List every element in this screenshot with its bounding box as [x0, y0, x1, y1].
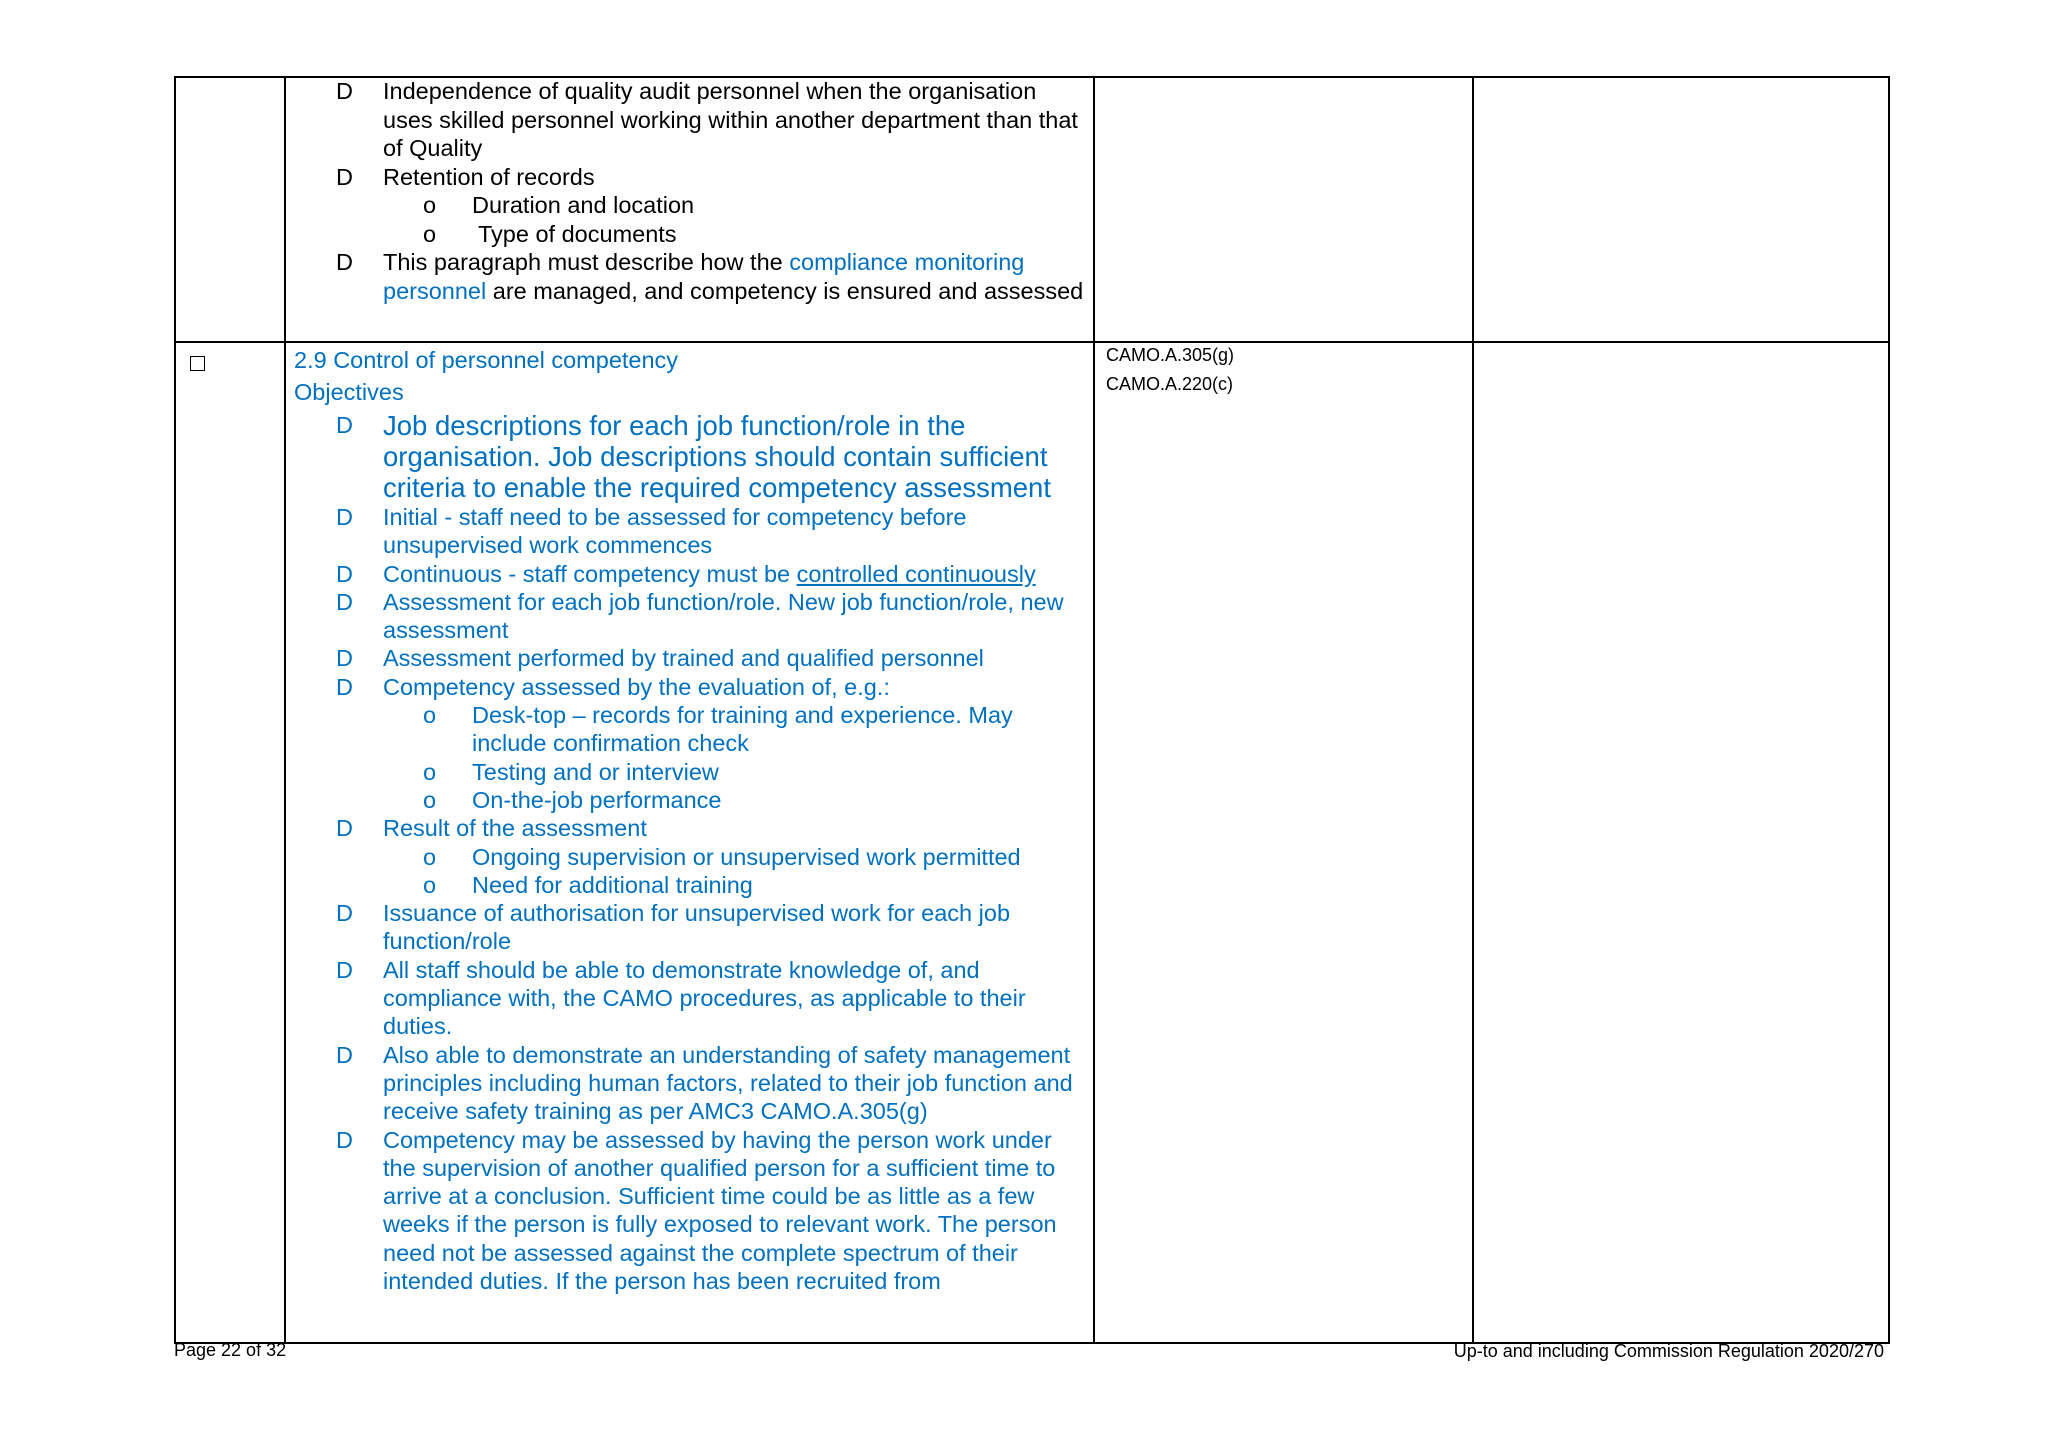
- bullet-marker: D: [336, 1126, 353, 1153]
- list-item: [294, 644, 1084, 672]
- sub-list: [294, 191, 1084, 248]
- list-item-text: Issuance of authorisation for unsupervised work for each job function/role: [383, 900, 1011, 955]
- list-item: [294, 673, 1084, 814]
- list-item-text: Continuous - staff competency must be: [383, 560, 797, 587]
- list-item-text: Initial - staff need to be assessed for competency before unsupervised work commences: [383, 504, 967, 559]
- list-item-text: Result of the assessment: [383, 815, 647, 842]
- page-number: Page 22 of 32: [174, 1340, 287, 1360]
- section-subheading: Objectives: [294, 379, 404, 405]
- sub-list-item: [383, 786, 1084, 814]
- references-cell: [1106, 341, 1466, 398]
- list-item-text: This paragraph must describe how the: [383, 249, 790, 275]
- requirements-table: [174, 76, 1890, 1344]
- bullet-marker: D: [336, 645, 353, 672]
- list-item: [294, 163, 1084, 249]
- bullet-marker: D: [336, 815, 353, 842]
- sub-bullet-marker: o: [423, 786, 437, 813]
- sub-list: [294, 701, 1084, 814]
- list-item: [294, 588, 1084, 645]
- table-border-left: [174, 76, 176, 1344]
- row1-list: [294, 77, 1084, 305]
- sub-list: [294, 843, 1084, 900]
- list-item-text: are managed, and competency is ensured and assessed: [486, 277, 1084, 304]
- bullet-marker: D: [336, 163, 353, 190]
- list-item-text: Job descriptions for each job function/role in the organisation. Job descriptions should contain sufficient criteria to enable the required competency assessment: [383, 410, 1051, 503]
- bullet-marker: D: [336, 78, 353, 104]
- bullet-marker: D: [336, 673, 353, 700]
- bullet-marker: D: [336, 412, 353, 438]
- sub-list-item-text: Duration and location: [472, 192, 695, 218]
- row2-content: [294, 344, 1084, 1295]
- sub-bullet-marker: o: [423, 220, 437, 247]
- list-item: [294, 956, 1084, 1041]
- sub-list-item-text: Testing and or interview: [472, 758, 719, 785]
- list-item-text: Competency assessed by the evaluation of, e.g.:: [383, 673, 890, 700]
- bullet-marker: D: [336, 249, 353, 275]
- list-item: [294, 560, 1084, 588]
- row-divider: [174, 341, 1890, 343]
- sub-bullet-marker: o: [423, 758, 437, 785]
- sub-list-item: [383, 871, 1084, 899]
- sub-list-item-text: Desk-top – records for training and experience. May include confirmation check: [472, 702, 1013, 757]
- sub-list-item-text: On-the-job performance: [472, 786, 722, 813]
- sub-list-item: [383, 220, 1084, 249]
- table-border-right: [1888, 76, 1890, 1344]
- bullet-marker: D: [336, 560, 353, 587]
- column-divider-3: [1472, 76, 1474, 1344]
- bullet-marker: D: [336, 900, 353, 927]
- list-item-text: Also able to demonstrate an understanding of safety management principles including human factors, related to their job function and receive safety training as per AMC3 CAMO.A.305(g): [383, 1041, 1073, 1125]
- sub-list-item-text: Need for additional training: [472, 871, 753, 898]
- column-divider-1: [284, 76, 286, 1344]
- sub-bullet-marker: o: [423, 843, 437, 870]
- list-item-text: Assessment for each job function/role. New job function/role, new assessment: [383, 588, 1064, 644]
- list-item-text: Competency may be assessed by having the person work under the supervision of another qualified person for a sufficient time to arrive at a conclusion. Sufficient time could be as little as a few weeks if the person is fully exposed to relevant work. The person need not be assessed against the complete spectrum of their intended duties. If the person has been recruited from: [383, 1126, 1057, 1295]
- list-item: [294, 248, 1084, 305]
- bullet-marker: D: [336, 504, 353, 530]
- list-item: [294, 814, 1084, 899]
- sub-list-item: [383, 758, 1084, 786]
- list-item-text: Independence of quality audit personnel when the organisation uses skilled personnel working within another department than that of Quality: [383, 78, 1078, 161]
- sub-bullet-marker: o: [423, 702, 437, 729]
- list-item: [294, 899, 1084, 956]
- checkbox[interactable]: [190, 356, 205, 371]
- highlighted-term: compliance monitoring personnel: [383, 249, 1025, 304]
- sub-list-item-text: Ongoing supervision or unsupervised work permitted: [472, 843, 1021, 870]
- sub-bullet-marker: o: [423, 871, 437, 898]
- regulation-reference: CAMO.A.305(g): [1106, 345, 1235, 365]
- list-item: [294, 1126, 1084, 1296]
- list-item-text: Assessment performed by trained and qualified personnel: [383, 645, 984, 672]
- objectives-list: [294, 410, 1084, 1295]
- bullet-marker: D: [336, 1041, 353, 1068]
- sub-list-item-text: Type of documents: [478, 220, 677, 247]
- list-item-text: Retention of records: [383, 163, 595, 190]
- regulation-reference: CAMO.A.220(c): [1106, 373, 1234, 394]
- sub-list-item: [383, 191, 1084, 220]
- column-divider-2: [1093, 76, 1095, 1344]
- list-item: [294, 1041, 1084, 1126]
- regulation-note: Up-to and including Commission Regulation 2020/270: [1453, 1341, 1884, 1361]
- list-item: [294, 77, 1084, 163]
- row1-content: [294, 77, 1084, 305]
- bullet-marker: D: [336, 956, 353, 983]
- bullet-marker: D: [336, 588, 353, 615]
- underlined-text: controlled continuously: [796, 560, 1036, 587]
- section-heading: 2.9 Control of personnel competency: [294, 347, 679, 373]
- list-item-text: All staff should be able to demonstrate knowledge of, and compliance with, the CAMO procedures, as applicable to their duties.: [383, 956, 1026, 1040]
- sub-list-item: [383, 701, 1084, 758]
- sub-bullet-marker: o: [423, 192, 437, 218]
- list-item: [294, 503, 1084, 560]
- sub-list-item: [383, 843, 1084, 871]
- list-item: [294, 410, 1084, 503]
